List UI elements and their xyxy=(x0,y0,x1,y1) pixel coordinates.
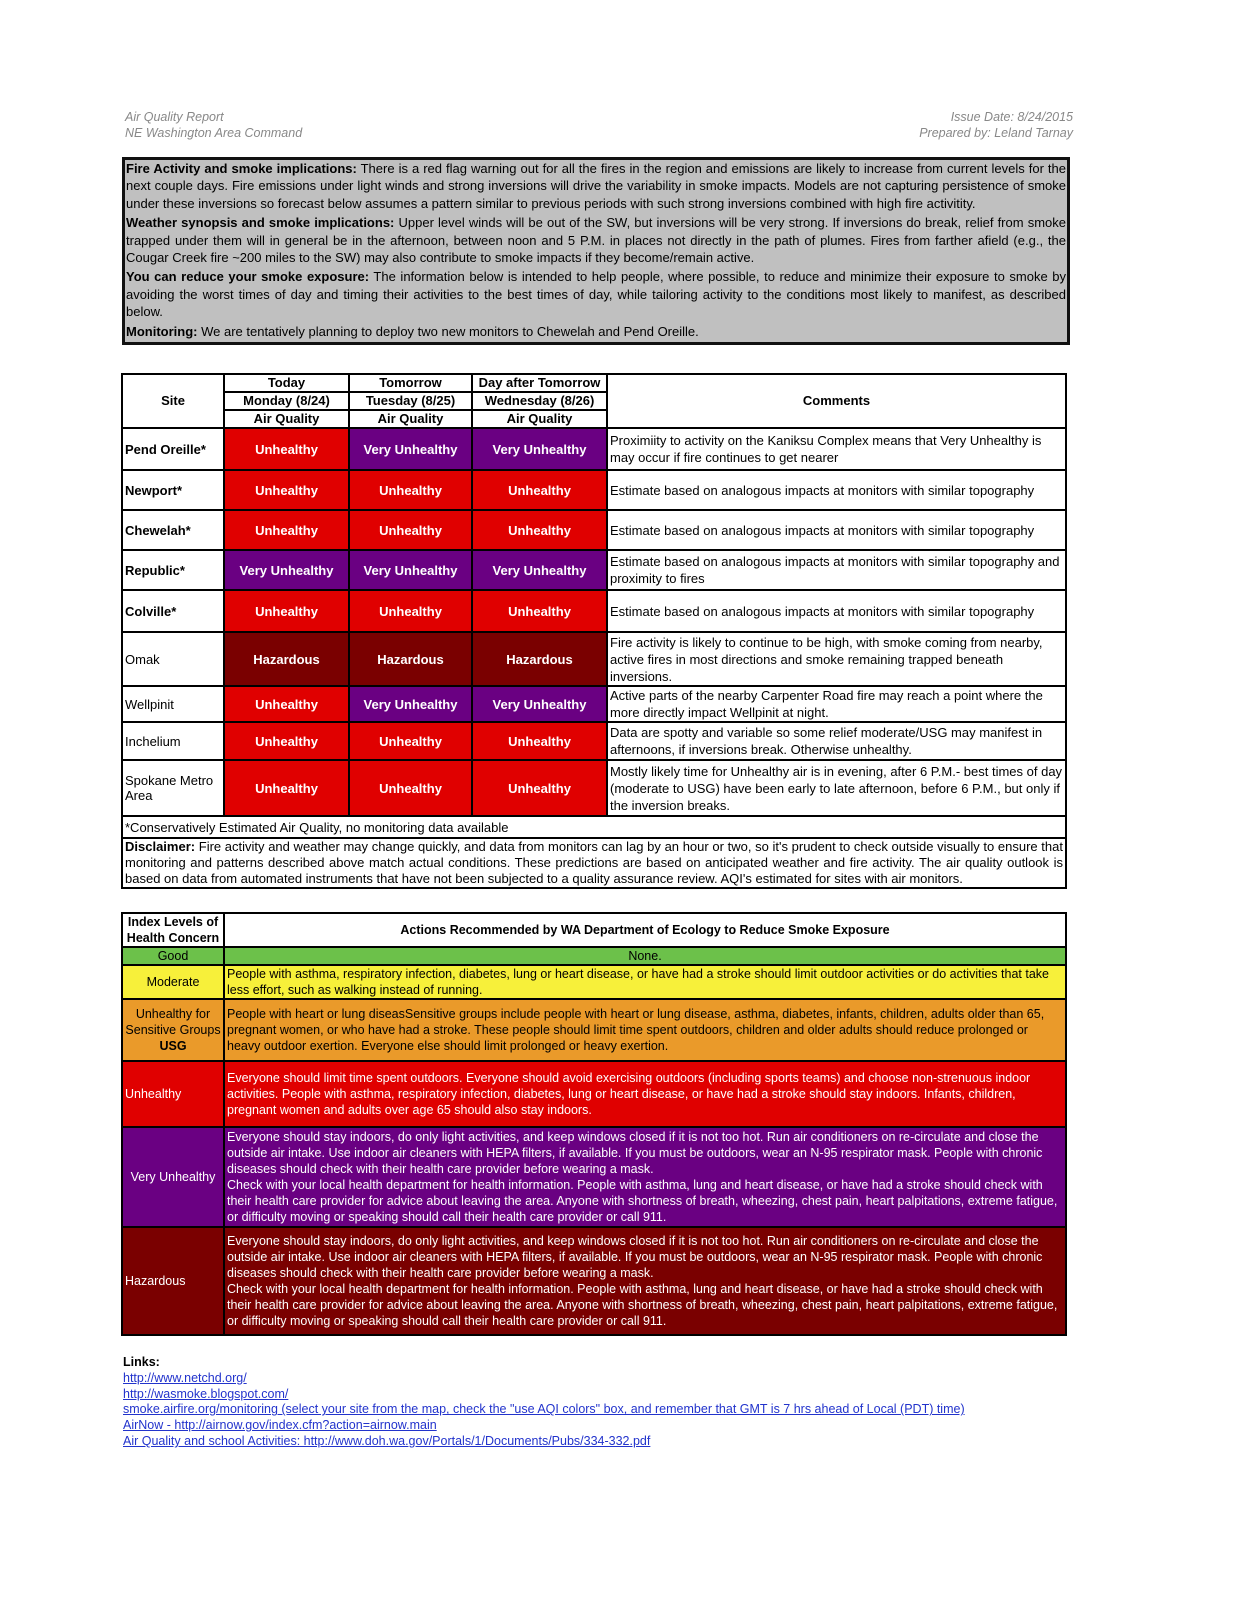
site-comment: Estimate based on analogous impacts at monitors with similar topography xyxy=(607,510,1066,550)
aq-cell: Unhealthy xyxy=(224,428,349,470)
site-name: Spokane Metro Area xyxy=(122,760,224,816)
weather-text: Upper level winds will be out of the SW, but inversions will be very strong. If inversions do break, relief from smoke trapped under them will in general be in the afternoon, between noon and 5 P.M. in places not directly in the path of plumes. Fires from farther afield (e.g., the Cougar Creek fire ~200 miles to the SW) may also contribute to smoke impacts if they become/remain active. xyxy=(126,215,1066,266)
aq-cell: Unhealthy xyxy=(224,722,349,760)
links-title: Links: xyxy=(123,1355,160,1369)
link-airfire[interactable]: smoke.airfire.org/monitoring (select your site from the map, check the "use AQI colors" box, and remember that GMT is 7 hrs ahead of Local (PDT) time) xyxy=(123,1402,965,1417)
day-rel-2: Day after Tomorrow xyxy=(472,374,607,392)
aq-cell: Unhealthy xyxy=(224,686,349,722)
site-comment: Active parts of the nearby Carpenter Road fire may reach a point where the more directly impact Wellpinit at night. xyxy=(607,686,1066,722)
link-airnow[interactable]: AirNow - http://airnow.gov/index.cfm?action=airnow.main xyxy=(123,1418,437,1433)
aq-cell: Unhealthy xyxy=(224,510,349,550)
site-comment: Estimate based on analogous impacts at monitors with similar topography and proximity to fires xyxy=(607,550,1066,590)
issue-date: Issue Date: 8/24/2015 xyxy=(950,110,1073,124)
site-name: Republic* xyxy=(122,550,224,590)
monitoring-label: Monitoring: xyxy=(126,323,198,339)
level-good-text: None. xyxy=(224,947,1066,965)
aq-cell: Very Unhealthy xyxy=(224,550,349,590)
day-date-0: Monday (8/24) xyxy=(224,392,349,410)
link-netchd[interactable]: http://www.netchd.org/ xyxy=(123,1370,247,1385)
site-row xyxy=(122,550,1066,590)
site-name: Wellpinit xyxy=(122,686,224,722)
report-header-right xyxy=(919,109,1073,141)
site-name: Pend Oreille* xyxy=(122,428,224,470)
site-name: Colville* xyxy=(122,590,224,632)
estimated-footnote: *Conservatively Estimated Air Quality, no monitoring data available xyxy=(122,816,1066,838)
site-row xyxy=(122,428,1066,470)
aq-cell: Unhealthy xyxy=(472,510,607,550)
fire-activity-paragraph xyxy=(126,160,1066,212)
site-comment: Mostly likely time for Unhealthy air is in evening, after 6 P.M.- best times of day (moderate to USG) have been early to late afternoon, before 6 P.M., but only if the inversion breaks. xyxy=(607,760,1066,816)
area-command: NE Washington Area Command xyxy=(125,126,303,140)
disclaimer xyxy=(122,838,1066,888)
aq-cell: Unhealthy xyxy=(349,760,472,816)
site-row xyxy=(122,510,1066,550)
site-name: Chewelah* xyxy=(122,510,224,550)
reduce-exposure-paragraph xyxy=(126,268,1066,320)
level-good-label: Good xyxy=(122,947,224,965)
monitoring-text: We are tentatively planning to deploy two new monitors to Chewelah and Pend Oreille. xyxy=(197,323,699,339)
fire-activity-text: There is a red flag warning out for all the fires in the region and emissions are likely to increase from current levels for the next couple days. Fire emissions under light winds and strong inversions will drive the variability in smoke impacts. Models are not capturing persistence of smoke under these inversions so forecast below assumes a pattern similar to previous periods with such strong inversions combined with high fire activitity. xyxy=(126,161,1066,211)
comments-header: Comments xyxy=(607,374,1066,428)
link-wasmoke[interactable]: http://wasmoke.blogspot.com/ xyxy=(123,1386,289,1401)
aq-cell: Unhealthy xyxy=(224,470,349,510)
site-row xyxy=(122,686,1066,722)
prepared-by: Prepared by: Leland Tarnay xyxy=(919,126,1073,140)
aq-cell: Unhealthy xyxy=(349,722,472,760)
aq-cell: Unhealthy xyxy=(472,722,607,760)
day-sub-2: Air Quality xyxy=(472,410,607,428)
site-comment: Data are spotty and variable so some relief moderate/USG may manifest in afternoons, if inversions break. Otherwise unhealthy. xyxy=(607,722,1066,760)
report-title: Air Quality Report xyxy=(125,110,224,124)
health-levels-table xyxy=(121,912,1067,1336)
level-usg-text: People with heart or lung diseasSensitive groups include people with heart or lung disease, asthma, diabetes, infants, children, adults older than 65, pregnant women, or who have had a stroke. These people should limit time spent outdoors, children and older adults should reduce prolonged or heavy outdoor exertion. Everyone else should limit prolonged or heavy exertion. xyxy=(224,999,1066,1061)
monitoring-paragraph xyxy=(126,323,1066,340)
level-usg-label-bold: USG xyxy=(159,1039,187,1053)
aq-cell: Very Unhealthy xyxy=(349,428,472,470)
site-comment: Estimate based on analogous impacts at monitors with similar topography xyxy=(607,470,1066,510)
day-date-2: Wednesday (8/26) xyxy=(472,392,607,410)
level-hazardous-label: Hazardous xyxy=(122,1227,224,1335)
day-date-1: Tuesday (8/25) xyxy=(349,392,472,410)
disclaimer-text: Fire activity and weather may change quickly, and data from monitors can lag by an hour or two, so it's prudent to check outside visually to ensure that monitoring and patterns described above match actual conditions. These predictions are based on anticipated weather and fire activity. The air quality outlook is based on data from automated instruments that have not been subjected to a quality assurance review. AQI's estimated for sites with air monitors. xyxy=(125,839,1063,886)
level-very-unhealthy-text-1: Everyone should stay indoors, do only light activities, and keep windows closed if it is not too hot. Run air conditioners on re-circulate and close the outside air intake. Use indoor air cleaners with HEPA filters, if available. If you must be outdoors, wear an N-95 respirator mask. People with chronic diseases should check with their health care provider before wearing a mask. xyxy=(227,1130,1043,1176)
aq-cell: Hazardous xyxy=(224,632,349,686)
aq-cell: Unhealthy xyxy=(349,590,472,632)
aq-cell: Very Unhealthy xyxy=(349,550,472,590)
aq-cell: Unhealthy xyxy=(224,590,349,632)
level-hazardous-text xyxy=(224,1227,1066,1335)
aq-cell: Very Unhealthy xyxy=(472,550,607,590)
weather-label: Weather synopsis and smoke implications: xyxy=(126,215,395,231)
site-name: Omak xyxy=(122,632,224,686)
site-comment: Estimate based on analogous impacts at monitors with similar topography xyxy=(607,590,1066,632)
site-row xyxy=(122,722,1066,760)
aq-cell: Hazardous xyxy=(472,632,607,686)
level-unhealthy-label: Unhealthy xyxy=(122,1061,224,1127)
links-section xyxy=(123,1355,965,1450)
site-row xyxy=(122,632,1066,686)
site-row xyxy=(122,590,1066,632)
aq-cell: Unhealthy xyxy=(472,470,607,510)
level-hazardous-text-1: Everyone should stay indoors, do only light activities, and keep windows closed if it is not too hot. Run air conditioners on re-circulate and close the outside air intake. Use indoor air cleaners with HEPA filters, if available. If you must be outdoors, wear an N-95 respirator mask. People with chronic diseases should check with their health care provider before wearing a mask. xyxy=(227,1234,1043,1280)
aq-cell: Unhealthy xyxy=(472,590,607,632)
forecast-table xyxy=(121,373,1067,889)
reduce-exposure-label: You can reduce your smoke exposure: xyxy=(126,269,370,285)
day-sub-1: Air Quality xyxy=(349,410,472,428)
aq-cell: Unhealthy xyxy=(224,760,349,816)
intro-box xyxy=(122,157,1070,345)
site-name: Inchelium xyxy=(122,722,224,760)
level-very-unhealthy-label: Very Unhealthy xyxy=(122,1127,224,1227)
level-usg-label-text: Unhealthy for Sensitive Groups xyxy=(125,1007,221,1037)
level-usg-label xyxy=(122,999,224,1061)
fire-activity-label: Fire Activity and smoke implications: xyxy=(126,161,357,176)
level-moderate-label: Moderate xyxy=(122,965,224,999)
site-header: Site xyxy=(122,374,224,428)
aq-cell: Hazardous xyxy=(349,632,472,686)
report-header-left xyxy=(125,109,302,141)
site-comment: Proximiity to activity on the Kaniksu Complex means that Very Unhealthy is may occur if fire continues to get nearer xyxy=(607,428,1066,470)
index-levels-header: Index Levels of Health Concern xyxy=(122,913,224,947)
site-comment: Fire activity is likely to continue to be high, with smoke coming from nearby, active fires in most directions and smoke remaining trapped beneath inversions. xyxy=(607,632,1066,686)
day-rel-1: Tomorrow xyxy=(349,374,472,392)
aq-cell: Unhealthy xyxy=(349,470,472,510)
aq-cell: Unhealthy xyxy=(349,510,472,550)
level-moderate-text: People with asthma, respiratory infection, diabetes, lung or heart disease, or have had a stroke should limit outdoor activities or do activities that take less effort, such as walking instead of running. xyxy=(224,965,1066,999)
site-row xyxy=(122,760,1066,816)
aq-cell: Unhealthy xyxy=(472,760,607,816)
day-sub-0: Air Quality xyxy=(224,410,349,428)
reduce-exposure-text: The information below is intended to help people, where possible, to reduce and minimize their exposure to smoke by avoiding the worst times of day and timing their activities to the best times of day, while tailoring activity to the conditions most likely to manifest, as described below. xyxy=(126,269,1067,320)
actions-header: Actions Recommended by WA Department of Ecology to Reduce Smoke Exposure xyxy=(224,913,1066,947)
site-name: Newport* xyxy=(122,470,224,510)
weather-paragraph xyxy=(126,214,1066,266)
link-doh-school[interactable]: Air Quality and school Activities: http://www.doh.wa.gov/Portals/1/Documents/Pubs/334-332.pdf xyxy=(123,1433,651,1448)
level-hazardous-text-2: Check with your local health department for health information. People with asthma, lung and heart disease, or have had a stroke should check with their health care provider for advice about leaving the area. Anyone with shortness of breath, wheezing, chest pain, heart palpitations, extreme fatigue, or difficulty moving or speaking should call their health care provider or call 911. xyxy=(227,1282,1058,1328)
level-very-unhealthy-text-2: Check with your local health department for health information. People with asthma, lung and heart disease, or have had a stroke should check with their health care provider for advice about leaving the area. Anyone with shortness of breath, wheezing, chest pain, heart palpitations, extreme fatigue, or difficulty moving or speaking should call their health care provider or call 911. xyxy=(227,1178,1058,1224)
aq-cell: Very Unhealthy xyxy=(472,686,607,722)
day-rel-0: Today xyxy=(224,374,349,392)
aq-cell: Very Unhealthy xyxy=(349,686,472,722)
site-row xyxy=(122,470,1066,510)
aq-cell: Very Unhealthy xyxy=(472,428,607,470)
level-very-unhealthy-text xyxy=(224,1127,1066,1227)
disclaimer-label: Disclaimer: xyxy=(125,839,196,854)
level-unhealthy-text: Everyone should limit time spent outdoors. Everyone should avoid exercising outdoors (including sports teams) and choose non-strenuous indoor activities. People with asthma, respiratory infection, diabetes, lung or heart disease, or have had a stroke should stay indoors. Infants, children, pregnant women and adults over age 65 should also stay indoors. xyxy=(224,1061,1066,1127)
